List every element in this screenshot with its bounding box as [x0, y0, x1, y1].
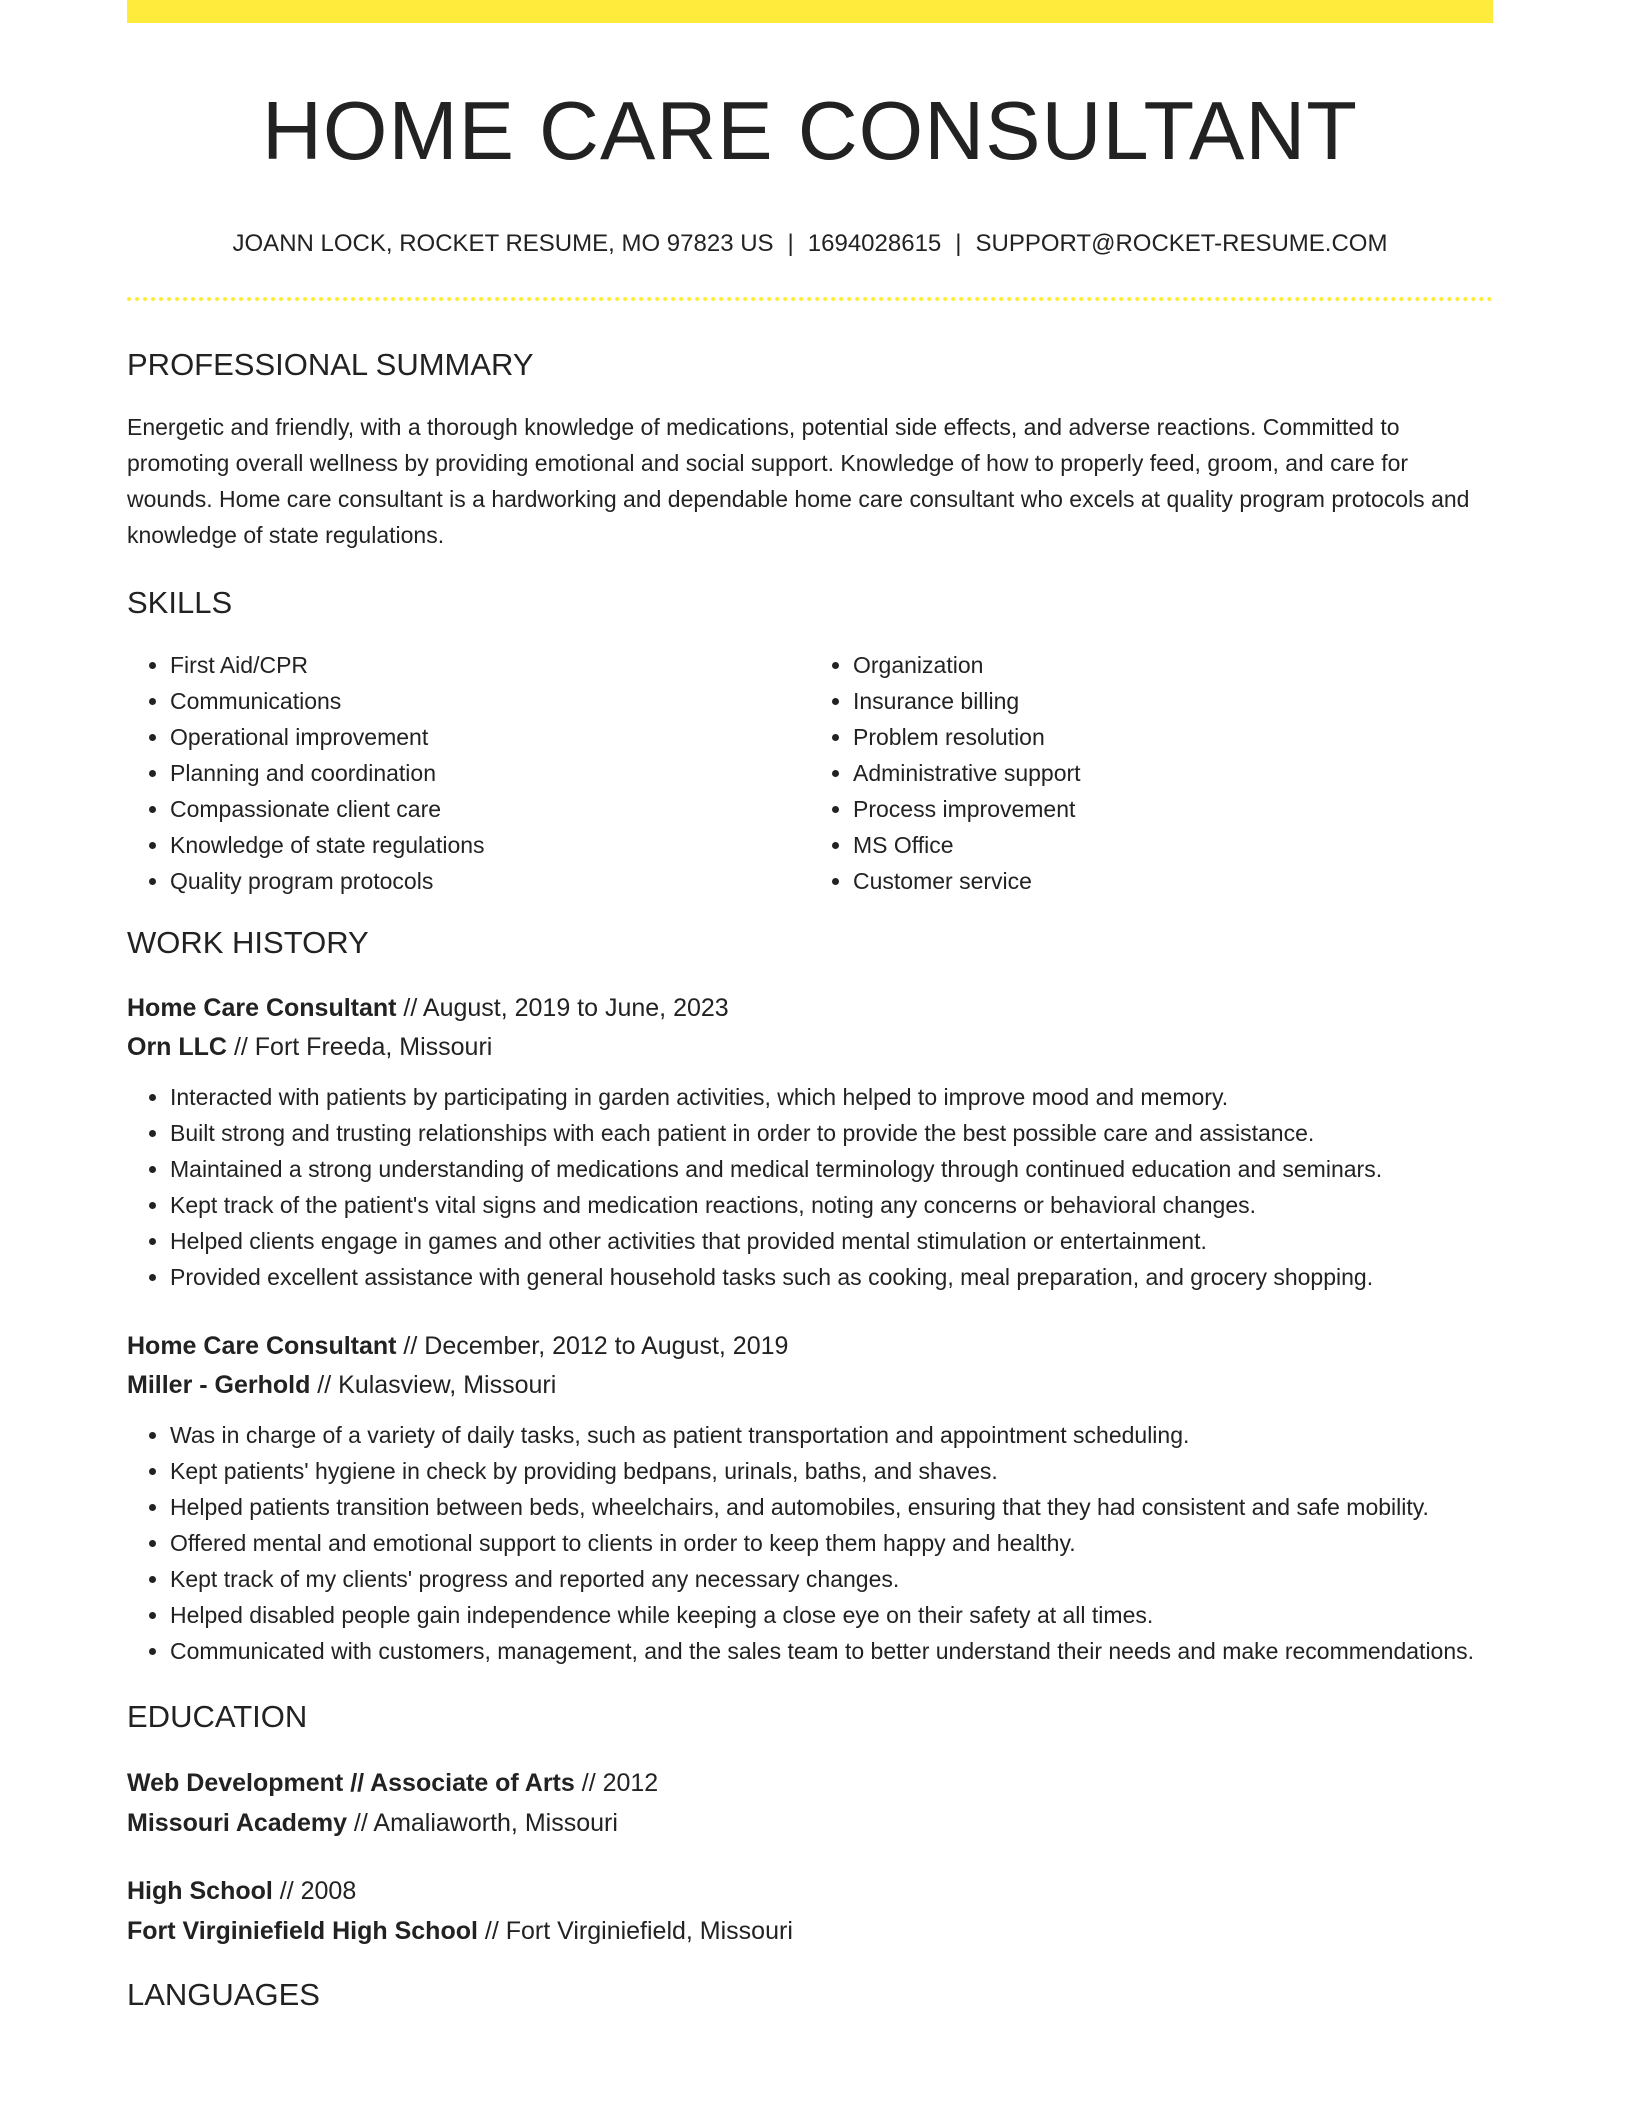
skill-item: • Customer service — [853, 863, 1493, 899]
job-bullet: • Built strong and trusting relationships with each patient in order to provide the best possible care and assistance. — [170, 1115, 1493, 1151]
job-bullets — [127, 1417, 1493, 1669]
job-bullet: • Was in charge of a variety of daily tasks, such as patient transportation and appointment scheduling. — [170, 1417, 1493, 1453]
education-location: // Amaliaworth, Missouri — [346, 1809, 618, 1838]
education-heading: EDUCATION — [127, 1699, 308, 1735]
job-bullet: • Kept patients' hygiene in check by providing bedpans, urinals, baths, and shaves. — [170, 1453, 1493, 1489]
education-school: Fort Virginiefield High School — [127, 1917, 478, 1946]
skill-item: • MS Office — [853, 827, 1493, 863]
work-history-heading: WORK HISTORY — [127, 925, 369, 961]
skill-item: • Process improvement — [853, 791, 1493, 827]
skill-item: • Administrative support — [853, 755, 1493, 791]
education-location: // Fort Virginiefield, Missouri — [477, 1917, 793, 1946]
job-location: // Fort Freeda, Missouri — [227, 1033, 493, 1062]
job-location: // Kulasview, Missouri — [310, 1371, 557, 1400]
job-role-line — [127, 1327, 1493, 1366]
job-bullet: • Helped patients transition between beds, wheelchairs, and automobiles, ensuring that they had consistent and safe mobility. — [170, 1489, 1493, 1525]
education-degree: High School — [127, 1877, 273, 1906]
resume-title: HOME CARE CONSULTANT — [261, 84, 1358, 177]
education-entry — [127, 1871, 1493, 1951]
contact-line — [127, 230, 1493, 259]
education-year: // 2008 — [272, 1877, 357, 1906]
contact-separator: | — [787, 230, 794, 258]
skills-column-left — [127, 647, 810, 899]
job-bullet: • Provided excellent assistance with general household tasks such as cooking, meal preparation, and grocery shopping. — [170, 1259, 1493, 1295]
job-bullet: • Maintained a strong understanding of medications and medical terminology through continued education and seminars. — [170, 1151, 1493, 1187]
skills-heading: SKILLS — [127, 585, 233, 621]
skill-item: • Compassionate client care — [170, 791, 810, 827]
education-school-line — [127, 1911, 1493, 1951]
job-bullet: • Helped disabled people gain independence while keeping a close eye on their safety at all times. — [170, 1597, 1493, 1633]
skill-item: • First Aid/CPR — [170, 647, 810, 683]
accent-top-bar — [127, 0, 1493, 23]
job-bullet: • Helped clients engage in games and other activities that provided mental stimulation or entertainment. — [170, 1223, 1493, 1259]
job-role: Home Care Consultant — [127, 1332, 397, 1361]
skill-item: • Knowledge of state regulations — [170, 827, 810, 863]
contact-phone: 1694028615 — [807, 230, 942, 258]
job-entry — [127, 989, 1493, 1295]
summary-heading: PROFESSIONAL SUMMARY — [127, 347, 534, 383]
job-company-line — [127, 1028, 1493, 1067]
job-company: Miller - Gerhold — [127, 1371, 311, 1400]
job-bullet: • Offered mental and emotional support to clients in order to keep them happy and healthy. — [170, 1525, 1493, 1561]
skill-item: • Planning and coordination — [170, 755, 810, 791]
skill-item: • Organization — [853, 647, 1493, 683]
education-degree-line — [127, 1871, 1493, 1911]
job-role: Home Care Consultant — [127, 994, 397, 1023]
job-role-line — [127, 989, 1493, 1028]
job-entry — [127, 1327, 1493, 1669]
resume-page — [127, 0, 1493, 2013]
summary-text: Energetic and friendly, with a thorough knowledge of medications, potential side effects, and adverse reactions. Committed to promoting overall wellness by providing emotional and social support. Knowledge of how to properly feed, groom, and care for wounds. Home care consultant is a hardworking and dependable home care consultant who excels at quality program protocols and knowledge of state regulations. — [127, 414, 1470, 549]
education-entry — [127, 1763, 1493, 1843]
education-degree: Web Development // Associate of Arts — [127, 1769, 575, 1798]
contact-separator: | — [955, 230, 962, 258]
skills-list — [127, 647, 1493, 899]
job-bullet: • Kept track of the patient's vital signs and medication reactions, noting any concerns or behavioral changes. — [170, 1187, 1493, 1223]
job-bullet: • Kept track of my clients' progress and reported any necessary changes. — [170, 1561, 1493, 1597]
education-year: // 2012 — [574, 1769, 659, 1798]
education-school: Missouri Academy — [127, 1809, 347, 1838]
job-bullet: • Interacted with patients by participating in garden activities, which helped to improve mood and memory. — [170, 1079, 1493, 1115]
job-company-line — [127, 1366, 1493, 1405]
languages-heading: LANGUAGES — [127, 1977, 320, 2013]
job-dates: // December, 2012 to August, 2019 — [396, 1332, 789, 1361]
contact-address: JOANN LOCK, ROCKET RESUME, MO 97823 US — [232, 230, 774, 258]
education-school-line — [127, 1803, 1493, 1843]
skill-item: • Problem resolution — [853, 719, 1493, 755]
dotted-divider — [127, 297, 1493, 301]
skill-item: • Quality program protocols — [170, 863, 810, 899]
skill-item: • Operational improvement — [170, 719, 810, 755]
skills-column-right — [810, 647, 1493, 899]
job-company: Orn LLC — [127, 1033, 227, 1062]
education-degree-line — [127, 1763, 1493, 1803]
contact-email: SUPPORT@ROCKET-RESUME.COM — [975, 230, 1388, 258]
job-bullets — [127, 1079, 1493, 1295]
skill-item: • Communications — [170, 683, 810, 719]
skill-item: • Insurance billing — [853, 683, 1493, 719]
job-bullet: • Communicated with customers, management, and the sales team to better understand their needs and make recommendations. — [170, 1633, 1493, 1669]
job-dates: // August, 2019 to June, 2023 — [396, 994, 729, 1023]
